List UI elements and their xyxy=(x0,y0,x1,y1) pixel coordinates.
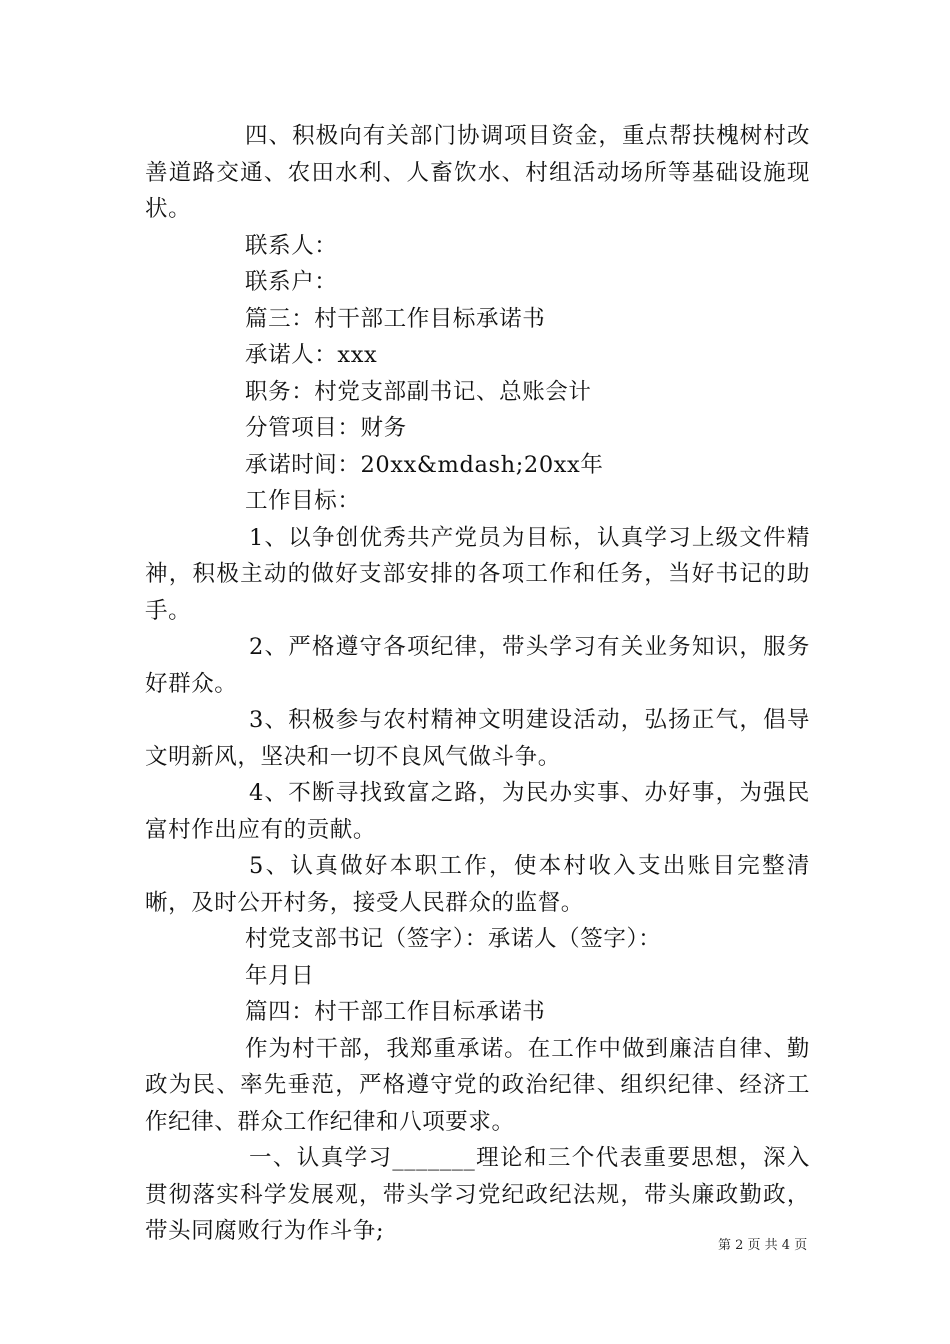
paragraph-project: 分管项目：财务 xyxy=(245,415,407,441)
paragraph-signatures: 村党支部书记（签字）：承诺人（签字）： xyxy=(245,926,662,952)
paragraph-promiser: 承诺人：xxx xyxy=(245,342,378,368)
paragraph-goal-3: 3、积极参与农村精神文明建设活动，弘扬正气，倡导文明新风，坚决和一切不良风气做斗争。 xyxy=(145,707,810,770)
paragraph-goal-5: 5、认真做好本职工作，使本村收入支出账目完整清晰，及时公开村务，接受人民群众的监督。 xyxy=(145,853,810,916)
paragraph-work-goals-heading: 工作目标： xyxy=(245,488,361,514)
paragraph-goal-2: 2、严格遵守各项纪律，带头学习有关业务知识，服务好群众。 xyxy=(145,634,810,697)
paragraph-pledge-1: 一、认真学习_______理论和三个代表重要思想，深入贯彻落实科学发展观，带头学习党纪政纪法规，带头廉政勤政，带头同腐败行为作斗争; xyxy=(145,1145,810,1244)
paragraph-contact-person: 联系人： xyxy=(245,232,338,259)
section-title-three: 篇三：村干部工作目标承诺书 xyxy=(245,305,546,332)
paragraph-promise-time: 承诺时间：20xx&mdash;20xx年 xyxy=(245,451,604,478)
paragraph-goal-1: 1、以争创优秀共产党员为目标，认真学习上级文件精神，积极主动的做好支部安排的各项工作和任务，当好书记的助手。 xyxy=(145,524,810,624)
document-body xyxy=(145,118,810,1250)
section-title-four: 篇四：村干部工作目标承诺书 xyxy=(245,999,546,1025)
paragraph-pledge-intro: 作为村干部，我郑重承诺。在工作中做到廉洁自律、勤政为民、率先垂范，严格遵守党的政治纪律、组织纪律、经济工作纪律、群众工作纪律和八项要求。 xyxy=(145,1035,810,1135)
paragraph-contact-household: 联系户： xyxy=(245,269,338,295)
paragraph-position: 职务：村党支部副书记、总账会计 xyxy=(245,378,592,405)
paragraph-infrastructure: 四、积极向有关部门协调项目资金，重点帮扶槐树村改善道路交通、农田水利、人畜饮水、村组活动场所等基础设施现状。 xyxy=(145,123,810,222)
page-number-footer: 第 2 页 共 4 页 xyxy=(718,1238,808,1253)
paragraph-goal-4: 4、不断寻找致富之路，为民办实事、办好事，为强民富村作出应有的贡献。 xyxy=(145,780,810,843)
paragraph-date: 年月日 xyxy=(245,962,315,989)
